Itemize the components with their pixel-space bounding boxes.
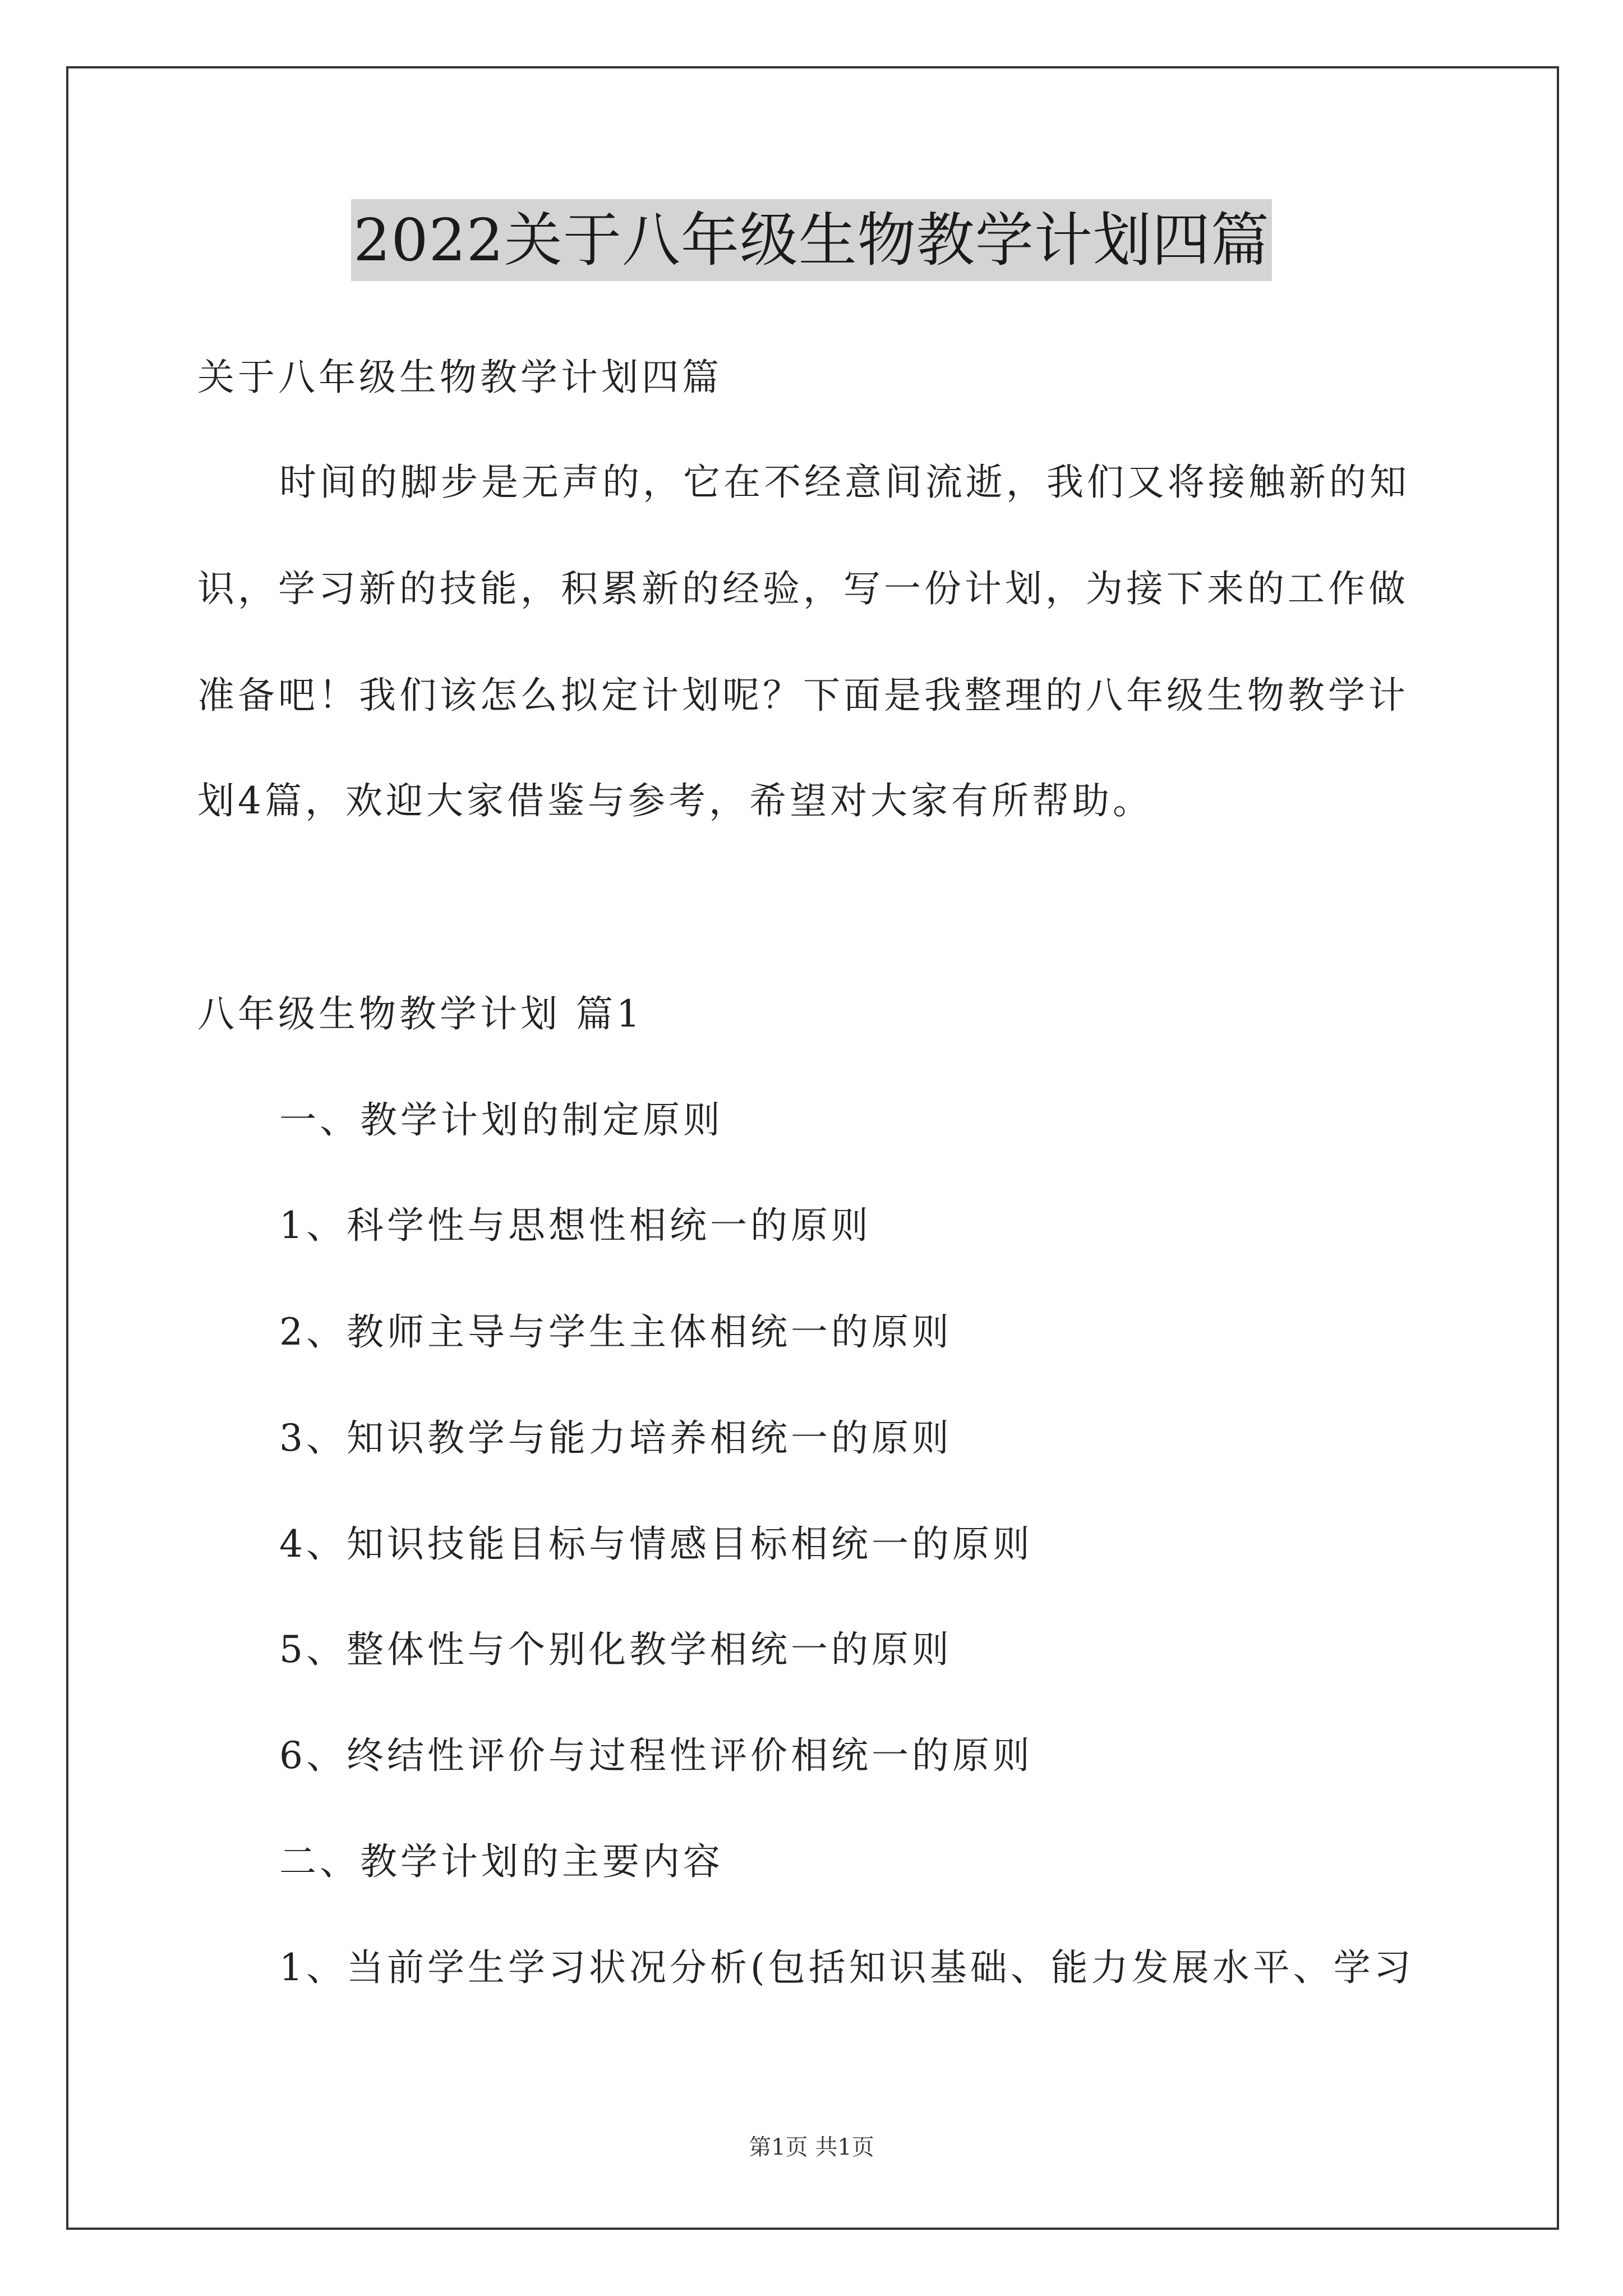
intro-line-2: 识，学习新的技能，积累新的经验，写一份计划，为接下来的工作做 — [197, 567, 1409, 610]
principle-item: 2、教师主导与学生主体相统一的原则 — [279, 1310, 952, 1354]
principle-item: 6、终结性评价与过程性评价相统一的原则 — [279, 1734, 1033, 1777]
principle-item: 3、知识教学与能力培养相统一的原则 — [279, 1416, 952, 1460]
part-two-heading: 二、教学计划的主要内容 — [279, 1840, 723, 1883]
part-one-heading: 一、教学计划的制定原则 — [279, 1098, 723, 1142]
page-footer: 第1页 共1页 — [749, 2134, 874, 2160]
principle-item: 5、整体性与个别化教学相统一的原则 — [279, 1628, 952, 1671]
intro-line-4: 划4篇，欢迎大家借鉴与参考，希望对大家有所帮助。 — [197, 779, 1153, 822]
content-item: 1、当前学生学习状况分析(包括知识基础、能力发展水平、学习 — [279, 1946, 1414, 1989]
intro-line-1: 时间的脚步是无声的，它在不经意间流逝，我们又将接触新的知 — [279, 461, 1410, 504]
document-subtitle: 关于八年级生物教学计划四篇 — [197, 356, 722, 399]
section-heading: 八年级生物教学计划 篇1 — [197, 992, 643, 1036]
principle-item: 1、科学性与思想性相统一的原则 — [279, 1204, 872, 1247]
intro-line-3: 准备吧！我们该怎么拟定计划呢？下面是我整理的八年级生物教学计 — [197, 674, 1409, 717]
principle-item: 4、知识技能目标与情感目标相统一的原则 — [279, 1522, 1033, 1566]
title-container — [0, 199, 1623, 281]
document-title: 2022关于八年级生物教学计划四篇 — [351, 199, 1272, 281]
